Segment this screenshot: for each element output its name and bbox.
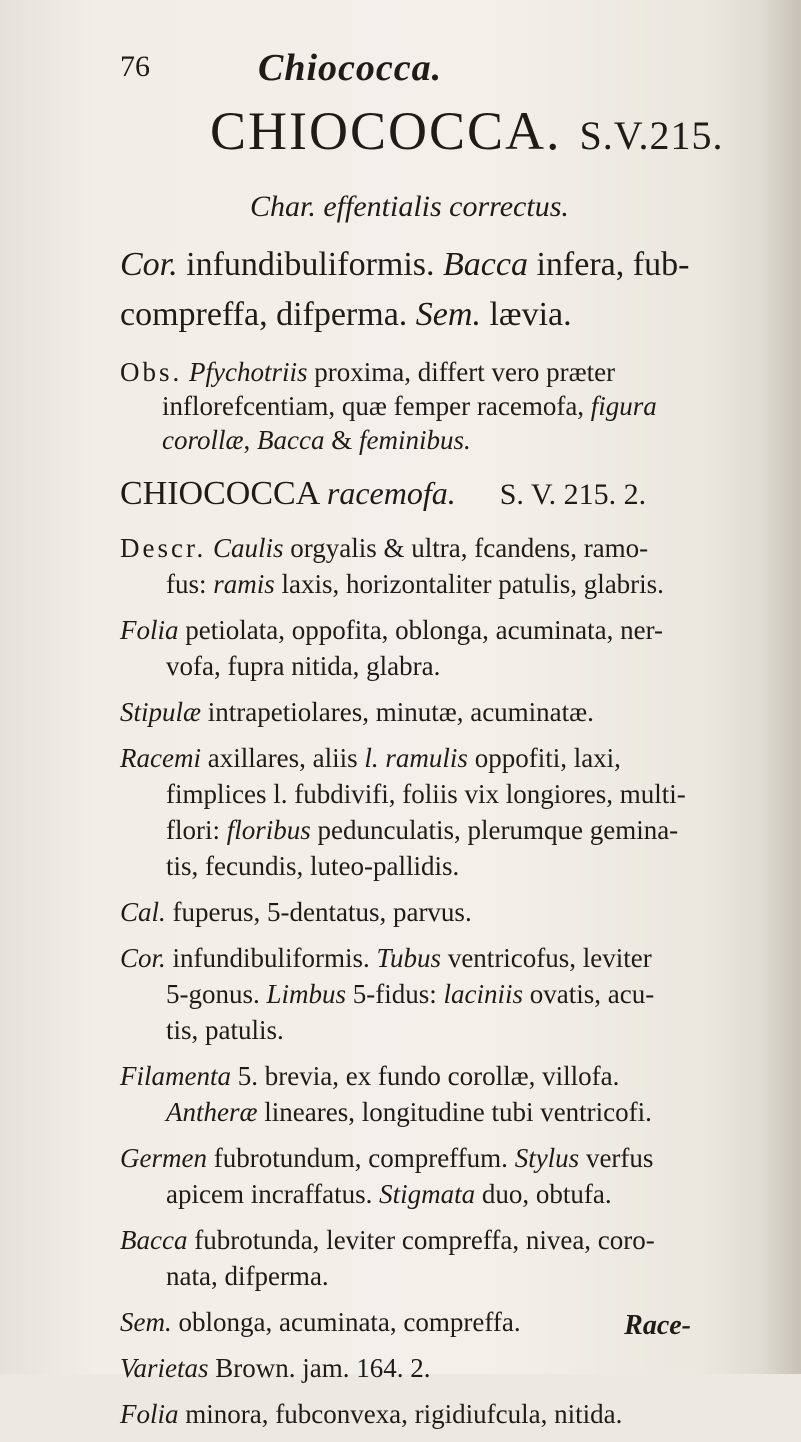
obs-term: feminibus. (359, 425, 471, 455)
desc-term: laciniis (443, 979, 524, 1009)
desc-text: axillares, aliis (200, 743, 365, 773)
desc-continuation (120, 566, 775, 602)
desc-text: apicem incraffatus. (166, 1179, 380, 1209)
running-head (0, 40, 801, 100)
term-sem: Sem. (415, 296, 481, 333)
desc-term: l. ramulis (364, 743, 468, 773)
obs-term: figura (590, 391, 657, 421)
desc-text: ovatis, acu- (523, 979, 655, 1009)
desc-continuation (120, 1094, 775, 1130)
desc-text: tis, fecundis, luteo-pallidis. (166, 851, 460, 881)
term-cor: Cor. (120, 246, 178, 283)
desc-text: orgyalis & ultra, fcandens, ramo- (283, 533, 649, 563)
descr-label: Descr. (120, 533, 207, 563)
desc-continuation (120, 1176, 775, 1212)
desc-varietas (120, 1350, 775, 1386)
desc-term: Stigmata (379, 1179, 476, 1209)
desc-continuation (120, 776, 775, 812)
desc-continuation (120, 1012, 775, 1048)
char-desc-text: infera, fub- (527, 246, 690, 283)
desc-text: fus: (166, 569, 214, 599)
desc-term: Sem. (120, 1307, 172, 1337)
desc-folia-varietas (120, 1396, 775, 1432)
desc-term: Bacca (120, 1225, 188, 1255)
desc-continuation (120, 976, 775, 1012)
desc-text: petiolata, oppofita, oblonga, acuminata, ner- (178, 615, 664, 645)
desc-term: Antheræ (166, 1097, 258, 1127)
species-reference: S. V. 215. 2. (499, 478, 647, 511)
obs-label: Obs. (120, 357, 183, 387)
catchword: Race- (624, 1310, 691, 1341)
desc-continuation (120, 1258, 775, 1294)
desc-racemi (120, 740, 775, 884)
desc-text: lineares, longitudine tubi ventricofi. (257, 1097, 652, 1127)
desc-text: pedunculatis, plerumque gemina- (310, 815, 679, 845)
obs-text: & (324, 425, 359, 455)
genus-name: CHIOCOCCA. (210, 101, 562, 161)
desc-text: infundibuliformis. (165, 943, 377, 973)
observation-paragraph (120, 355, 770, 457)
species-epithet: racemofa. (326, 475, 456, 511)
desc-text: fubrotundum, compreffum. (206, 1143, 515, 1173)
desc-term: Folia (120, 615, 179, 645)
desc-caulis (120, 530, 775, 602)
desc-text: intrapetiolares, minutæ, acuminatæ. (201, 697, 594, 727)
desc-term: floribus (226, 815, 311, 845)
desc-term: ramis (213, 569, 275, 599)
character-line (250, 190, 569, 224)
obs-text: proxima, differt vero præter (307, 357, 616, 387)
desc-cor (120, 940, 775, 1048)
desc-text: duo, obtufa. (475, 1179, 612, 1209)
desc-term: Limbus (266, 979, 347, 1009)
desc-germen (120, 1140, 775, 1212)
desc-continuation (120, 812, 775, 848)
desc-term: Racemi (120, 743, 201, 773)
desc-text: verfus (579, 1143, 654, 1173)
obs-term: Bacca (257, 425, 325, 455)
desc-text: flori: (166, 815, 227, 845)
desc-bacca (120, 1222, 775, 1294)
essential-character (120, 240, 760, 340)
char-desc-text: infundibuliformis. (177, 246, 444, 283)
genus-heading (210, 100, 724, 162)
desc-text: fuperus, 5-dentatus, parvus. (165, 897, 472, 927)
char-desc-line-2 (120, 290, 760, 340)
desc-cal (120, 894, 775, 930)
desc-text: 5-gonus. (166, 979, 267, 1009)
desc-continuation (120, 848, 775, 884)
desc-stipulae (120, 694, 775, 730)
desc-term: Cor. (120, 943, 166, 973)
char-desc-line-1 (120, 240, 760, 290)
desc-term: Stipulæ (120, 697, 202, 727)
desc-text: nata, difperma. (166, 1261, 329, 1291)
desc-term: Cal. (120, 897, 166, 927)
char-desc-text: compreffa, difperma. (120, 296, 416, 333)
desc-term: Caulis (212, 533, 284, 563)
desc-folia (120, 612, 775, 684)
char-desc-text: lævia. (480, 296, 572, 333)
desc-text: ventricofus, leviter (441, 943, 652, 973)
desc-text: fubrotunda, leviter compreffa, nivea, coro- (187, 1225, 655, 1255)
desc-text: minora, fubconvexa, rigidiufcula, nitida. (178, 1399, 623, 1429)
desc-text: oblonga, acuminata, compreffa. (171, 1307, 521, 1337)
desc-term: Varietas (120, 1353, 209, 1383)
term-bacca: Bacca (443, 246, 528, 283)
desc-term: Tubus (376, 943, 442, 973)
species-genus: CHIOCOCCA (120, 475, 327, 512)
desc-text: Brown. jam. 164. 2. (208, 1353, 431, 1383)
desc-term: Germen (120, 1143, 207, 1173)
obs-line-1 (120, 355, 770, 389)
desc-text: fimplices l. fubdivifi, foliis vix longiores, multi- (166, 779, 686, 809)
obs-term: corollæ (162, 425, 244, 455)
desc-continuation (120, 648, 775, 684)
desc-text: vofa, fupra nitida, glabra. (166, 651, 441, 681)
species-heading (120, 475, 646, 513)
species-description (120, 530, 775, 1442)
obs-text: , (243, 425, 258, 455)
running-title: Chiococca. (258, 47, 443, 89)
desc-filamenta (120, 1058, 775, 1130)
desc-text: 5-fidus: (346, 979, 444, 1009)
desc-text: tis, patulis. (166, 1015, 284, 1045)
obs-term: Pfychotriis (189, 357, 308, 387)
page-number: 76 (120, 50, 150, 83)
obs-text: inflorefcentiam, quæ femper racemofa, (162, 391, 591, 421)
obs-line-2 (120, 389, 770, 423)
char-text: effentialis correctus. (323, 190, 569, 223)
char-prefix: Char. (250, 190, 316, 223)
desc-text: 5. brevia, ex fundo corollæ, villofa. (230, 1061, 620, 1091)
desc-text: laxis, horizontaliter patulis, glabris. (274, 569, 664, 599)
desc-text: oppofiti, laxi, (467, 743, 621, 773)
desc-term: Stylus (514, 1143, 580, 1173)
desc-term: Filamenta (120, 1061, 231, 1091)
obs-line-3 (120, 423, 770, 457)
genus-reference: S.V.215. (579, 113, 724, 158)
desc-term: Folia (120, 1399, 179, 1429)
